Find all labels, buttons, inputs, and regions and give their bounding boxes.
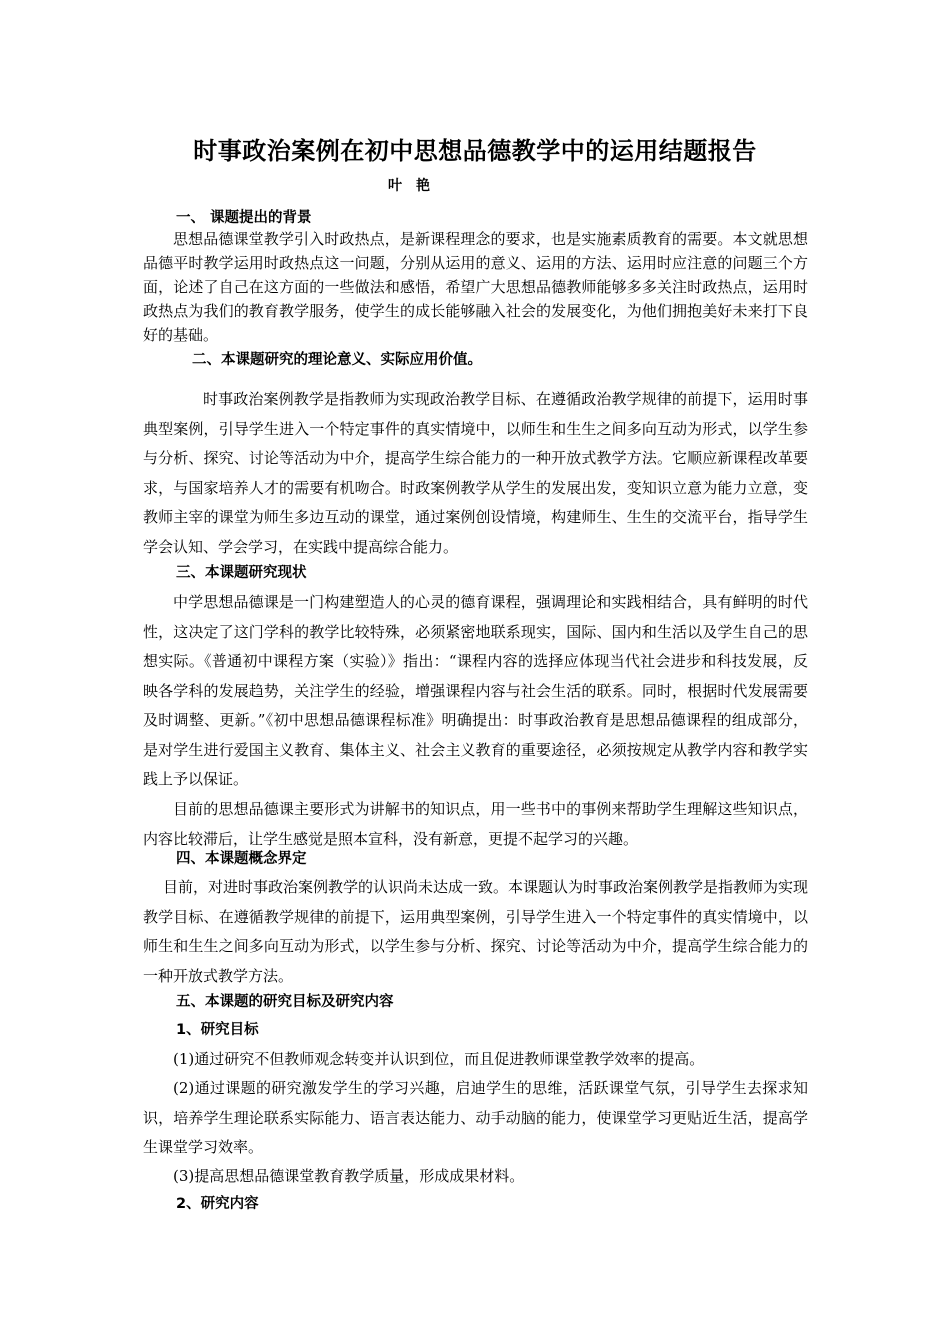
subheading-research-content: 2、研究内容 [176,1196,259,1212]
section-heading-goals: 五、本课题的研究目标及研究内容 [176,994,394,1010]
paragraph-background: 思想品德课堂教学引入时政热点，是新课程理念的要求，也是实施素质教育的需要。本文就思想品德平时教学运用时政热点这一问题，分别从运用的意义、运用的方法、运用时应注意的问题三个方面，论述了自己在这方面的一些做法和感悟，希望广大思想品德教师能够多多关注时政热点，运用时政热点为我们的教育教学服务，使学生的成长能够融入社会的发展变化，为他们拥抱美好未来打下良好的基础。 [143,230,808,344]
subheading-research-goals: 1、研究目标 [176,1022,259,1038]
paragraph-current-form: 目前的思想品德课主要形式为讲解书的知识点，用一些书中的事例来帮助学生理解这些知识点，内容比较滞后，让学生感觉是照本宣科，没有新意，更提不起学习的兴趣。 [143,800,808,848]
goal-item-3: (3)提高思想品德课堂教育教学质量，形成成果材料。 [173,1167,525,1185]
goal-item-1: (1)通过研究不但教师观念转变并认识到位，而且促进教师课堂教学效率的提高。 [173,1050,705,1068]
section-heading-status: 三、本课题研究现状 [176,565,307,581]
paragraph-significance: 时事政治案例教学是指教师为实现政治教学目标、在遵循政治教学规律的前提下，运用时事典型案例，引导学生进入一个特定事件的真实情境中，以师生和生生之间多向互动为形式，以学生参与分析、探究、讨论等活动为中介，提高学生综合能力的一种开放式教学方法。它顺应新课程改革要求，与国家培养人才的需要有机吻合。时政案例教学从学生的发展出发，变知识立意为能力立意，变教师主宰的课堂为师生多边互动的课堂，通过案例创设情境，构建师生、生生的交流平台，指导学生学会认知、学会学习，在实践中提高综合能力。 [143,390,808,556]
paragraph-concept: 目前，对进时事政治案例教学的认识尚未达成一致。本课题认为时事政治案例教学是指教师为实现教学目标、在遵循教学规律的前提下，运用典型案例，引导学生进入一个特定事件的真实情境中，以师生和生生之间多向互动为形式，以学生参与分析、探究、讨论等活动为中介，提高学生综合能力的一种开放式教学方法。 [143,878,809,985]
paragraph-status: 中学思想品德课是一门构建塑造人的心灵的德育课程，强调理论和实践相结合，具有鲜明的时代性，这决定了这门学科的教学比较特殊，必须紧密地联系现实，国际、国内和生活以及学生自己的思想实际。《普通初中课程方案（实验）》指出：“课程内容的选择应体现当代社会进步和科技发展，反映各学科的发展趋势，关注学生的经验，增强课程内容与社会生活的联系。同时，根据时代发展需要及时调整、更新。”《初中思想品德课程标准》明确提出：时事政治教育是思想品德课程的组成部分，是对学生进行爱国主义教育、集体主义、社会主义教育的重要途径，必须按规定从教学内容和教学实践上予以保证。 [143,593,808,788]
section-heading-significance: 二、本课题研究的理论意义、实际应用价值。 [192,352,482,368]
page-title: 时事政治案例在初中思想品德教学中的运用结题报告 [193,137,757,165]
goal-item-2: (2)通过课题的研究激发学生的学习兴趣，启迪学生的思维，活跃课堂气氛，引导学生去探求知识，培养学生理论联系实际能力、语言表达能力、动手动脑的能力，使课堂学习更贴近生活，提高学生课堂学习效率。 [143,1079,808,1156]
author-name: 叶 艳 [388,178,430,194]
section-heading-background: 一、 课题提出的背景 [176,210,312,226]
section-heading-concept: 四、本课题概念界定 [176,851,307,867]
